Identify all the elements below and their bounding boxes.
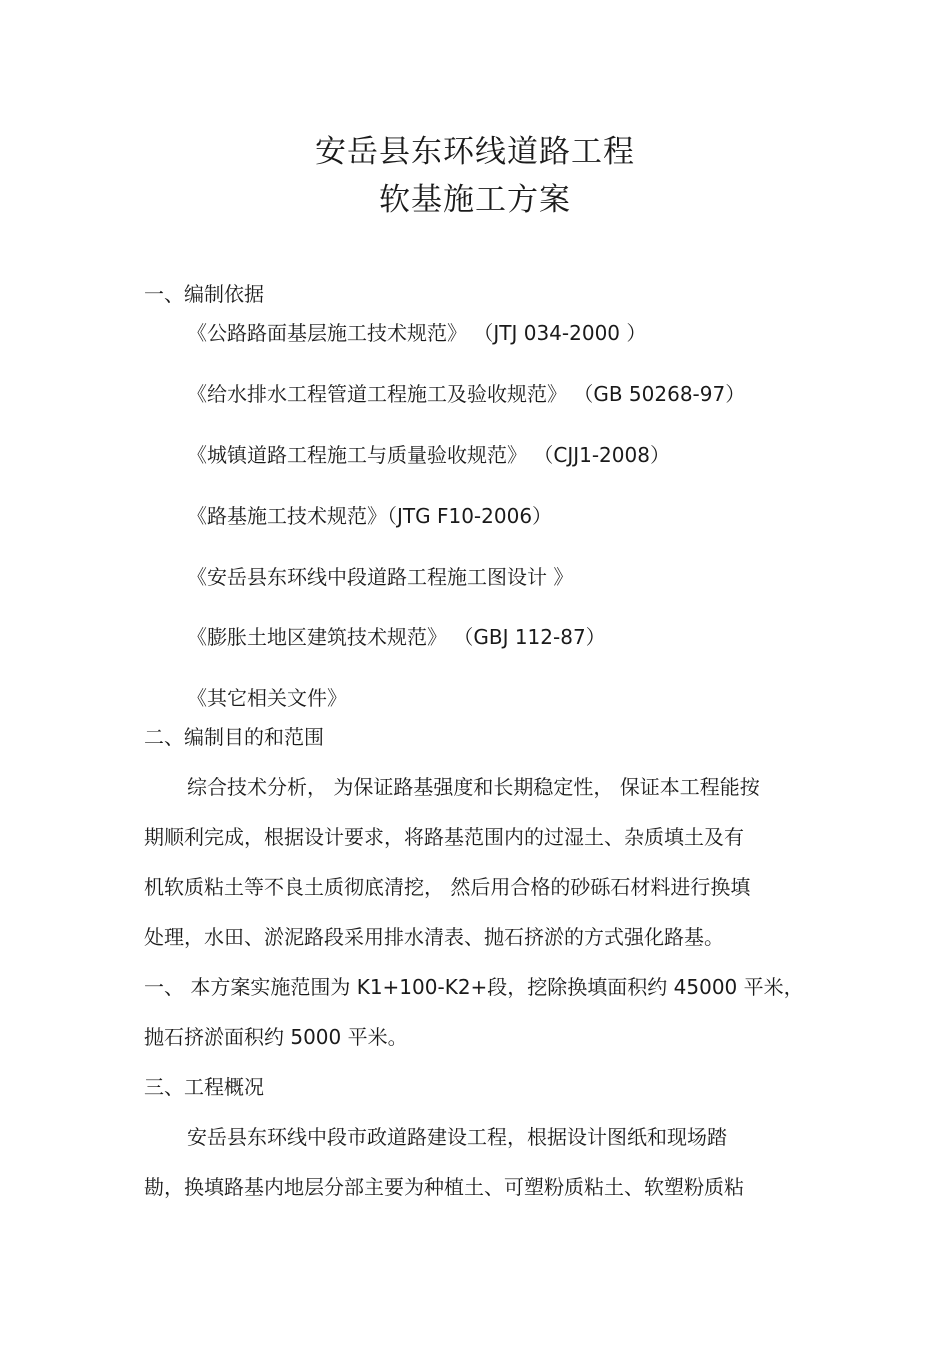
- section-heading-overview: 三、工程概况: [144, 1075, 264, 1099]
- paragraph-line: 机软质粘土等不良土质彻底清挖， 然后用合格的砂砾石材料进行换填: [144, 875, 751, 899]
- document-title-line2: 软基施工方案: [379, 182, 571, 218]
- scope-line: 抛石挤淤面积约 5000 平米。: [144, 1025, 408, 1049]
- reference-item: 《膨胀土地区建筑技术规范》 （GBJ 112-87）: [187, 625, 606, 649]
- reference-item: 《其它相关文件》: [187, 686, 347, 710]
- section-heading-basis: 一、编制依据: [144, 282, 264, 306]
- reference-item: 《公路路面基层施工技术规范》 （JTJ 034-2000 ）: [187, 321, 647, 345]
- reference-item: 《路基施工技术规范》（JTG F10-2006）: [187, 504, 553, 528]
- reference-item: 《城镇道路工程施工与质量验收规范》 （CJJ1-2008）: [187, 443, 670, 467]
- reference-item: 《安岳县东环线中段道路工程施工图设计 》: [187, 565, 574, 589]
- section-heading-purpose: 二、编制目的和范围: [144, 725, 324, 749]
- paragraph-line: 期顺利完成，根据设计要求，将路基范围内的过湿土、杂质填土及有: [144, 825, 744, 849]
- scope-line: 一、 本方案实施范围为 K1+100-K2+段，挖除换填面积约 45000 平米，: [144, 975, 804, 999]
- paragraph-line: 勘，换填路基内地层分部主要为种植土、可塑粉质粘土、软塑粉质粘: [144, 1175, 744, 1199]
- paragraph-line: 综合技术分析， 为保证路基强度和长期稳定性， 保证本工程能按: [187, 775, 760, 799]
- reference-item: 《给水排水工程管道工程施工及验收规范》 （GB 50268-97）: [187, 382, 746, 406]
- document-title-line1: 安岳县东环线道路工程: [315, 134, 635, 170]
- paragraph-line: 处理，水田、淤泥路段采用排水清表、抛石挤淤的方式强化路基。: [144, 925, 724, 949]
- paragraph-line: 安岳县东环线中段市政道路建设工程，根据设计图纸和现场踏: [187, 1125, 727, 1149]
